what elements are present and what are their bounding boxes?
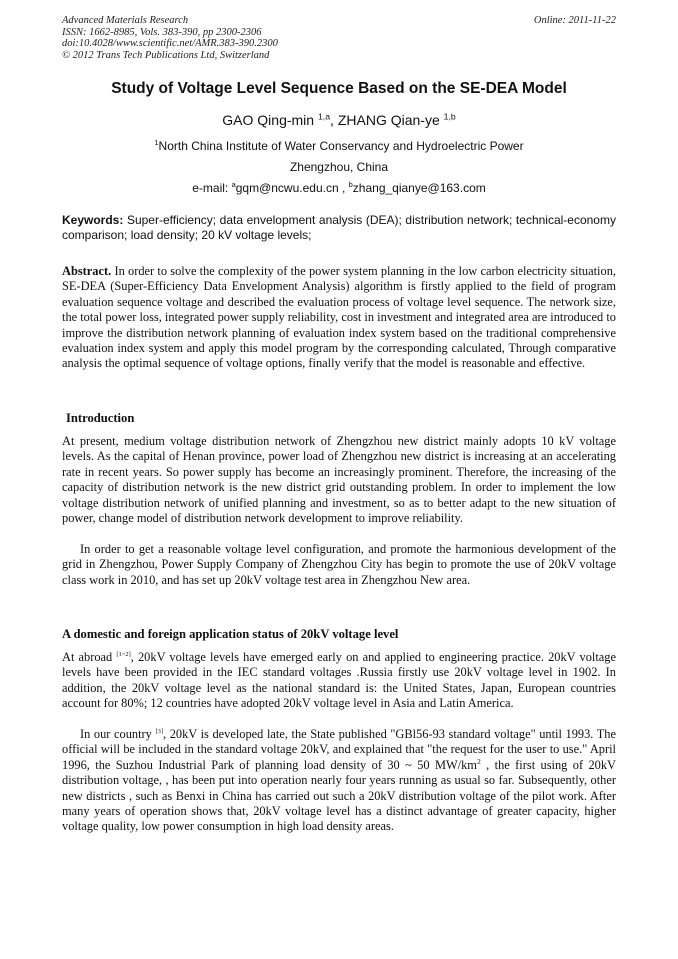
status-p2-rest: , the first using of 20kV distribution voltage, , has been put into operation nearly four years running as usual so far. Subsequently, other new districts , such as Benxi in China has carried out such a 20kV distribution voltage of the pilot work. After many years of operation shows that, 20kV voltage level has a distinct advantage of greater capacity, higher voltage quality, low power consumption in high load density areas.	[62, 757, 616, 834]
email-label: e-mail:	[192, 181, 232, 195]
abstract-label: Abstract.	[62, 264, 112, 278]
online-date: Online: 2011-11-22	[533, 15, 616, 26]
author-list	[62, 112, 616, 128]
affiliation-institute: North China Institute of Water Conservancy and Hydroelectric Power	[158, 139, 524, 153]
email-b-mark: b	[348, 180, 353, 189]
intro-paragraph-1: At present, medium voltage distribution network of Zhengzhou new district mainly adopts 10 kV voltage levels. As the capital of Henan province, power load of Zhengzhou new district is increasing at an accelerating rate in recent years. So power supply has become an increasingly prominent. Therefore, the increasing of the capacity of distribution network is the new district grid outstanding problem. In order to implement the low voltage distribution network of unified planning and investment, so as to better adapt to the new situation of power, change model of distribution network development to improve reliability.	[62, 434, 616, 526]
status-p1-start: At abroad	[62, 650, 117, 664]
status-p1-rest: , 20kV voltage levels have emerged early on and applied to engineering practice. 20kV voltage levels have been provided in the IEC standard voltages .Russia firstly use 20kV voltage level in 1902. In addition, the 20kV voltage level as the national standard is: the United States, Japan, European countries account for 80%; 12 countries have adopted 20kV voltage level in Asia and Latin America.	[62, 650, 616, 711]
section-heading-status: A domestic and foreign application status of 20kV voltage level	[62, 627, 399, 641]
intro-paragraph-2	[62, 542, 616, 588]
intro-paragraph-2-text: In order to get a reasonable voltage level configuration, and promote the harmonious development of the grid in Zhengzhou, Power Supply Company of Zhengzhou City has begin to promote the use of 20kV voltage class work in 2010, and has set up 20kV voltage test area in Zhengzhou New area.	[62, 542, 616, 587]
email-a-mark: a	[231, 180, 236, 189]
keywords-text: Super-efficiency; data envelopment analysis (DEA); distribution network; technical-economy comparison; load density; 20 kV voltage levels;	[62, 213, 616, 242]
affiliation-institute-line	[62, 139, 616, 153]
citation: [3]	[155, 727, 164, 735]
abstract-text: In order to solve the complexity of the power system planning in the low carbon electricity situation, SE-DEA (Super-Efficiency Data Envelopment Analysis) algorithm is firstly applied to the field of program evaluation sequence voltage and described the evaluation process of voltage level sequence. The network size, the total power loss, integrated power supply reliability, cost in investment and integrated area are introduced to improve the distribution network planning of evaluation index system based on the traditional comprehensive evaluation index system and apply this model program by the corresponding calculated, Through comparative analysis the optimal sequence of voltage options, finally verify that the model is reasonable and effective.	[62, 264, 616, 371]
journal-issn: ISSN: 1662-8985, Vols. 383-390, pp 2300-2306	[62, 26, 262, 38]
journal-doi: doi:10.4028/www.scientific.net/AMR.383-390.2300	[62, 38, 278, 49]
author-name: GAO Qing-min	[222, 112, 315, 128]
abstract	[62, 264, 616, 372]
status-p2-mid: , 20kV is developed late, the State published "GBl56-93 standard voltage" until 1993. The official will be included in the standard voltage 20kV, and explained that "the request for the user to use." April 1996, the Suzhou Industrial Park of planning load density of 30 ~ 50 MW/km	[62, 727, 617, 772]
paper-title: Study of Voltage Level Sequence Based on the SE-DEA Model	[111, 80, 567, 97]
unit-exponent: 2	[476, 756, 481, 766]
author-affiliation-mark: 1,a	[317, 111, 331, 122]
email-a: gqm@ncwu.edu.cn	[235, 181, 339, 195]
journal-copyright: © 2012 Trans Tech Publications Ltd, Switzerland	[62, 49, 270, 61]
status-paragraph-2	[62, 727, 616, 835]
author-separator: ,	[330, 112, 338, 128]
email-line	[62, 181, 616, 195]
email-separator: ,	[338, 181, 349, 195]
journal-name: Advanced Materials Research	[62, 15, 189, 26]
citation: [1~2]	[116, 650, 131, 658]
status-paragraph-1	[62, 650, 616, 712]
affiliation-mark: 1	[154, 138, 159, 147]
affiliation-city: Zhengzhou, China	[289, 160, 389, 174]
author-affiliation-mark: 1,b	[443, 111, 456, 122]
email-b: zhang_qianye@163.com	[352, 181, 486, 195]
keywords	[62, 213, 616, 243]
journal-header	[62, 15, 616, 61]
author-name: ZHANG Qian-ye	[337, 112, 440, 128]
section-heading-introduction: Introduction	[66, 411, 135, 425]
keywords-label: Keywords:	[62, 213, 124, 227]
status-p2-start: In our country	[80, 727, 156, 741]
